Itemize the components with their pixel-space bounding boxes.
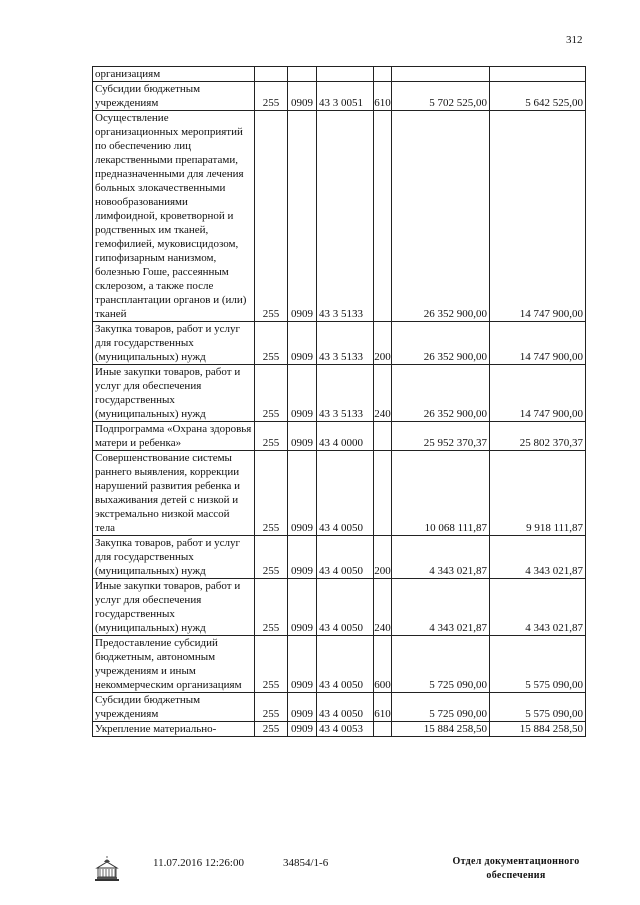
row-value-1: 26 352 900,00: [392, 111, 490, 322]
page-number: 312: [566, 34, 583, 46]
row-value-2: 15 884 258,50: [490, 722, 586, 737]
duma-building-icon: [92, 855, 122, 885]
row-value-1: 4 343 021,87: [392, 579, 490, 636]
row-value-2: 5 642 525,00: [490, 82, 586, 111]
row-section: 0909: [288, 636, 317, 693]
row-value-2: 5 575 090,00: [490, 636, 586, 693]
row-type: [374, 422, 392, 451]
row-value-1: 25 952 370,37: [392, 422, 490, 451]
row-value-2: 14 747 900,00: [490, 365, 586, 422]
row-value-2: 4 343 021,87: [490, 536, 586, 579]
row-article: 43 4 0050: [317, 536, 374, 579]
row-type: 240: [374, 579, 392, 636]
row-value-2: 14 747 900,00: [490, 111, 586, 322]
table-row: [93, 451, 586, 536]
row-name: Субсидии бюджетным учреждениям: [93, 693, 255, 722]
row-value-2: 25 802 370,37: [490, 422, 586, 451]
row-code: [255, 67, 288, 82]
row-name: Подпрограмма «Охрана здоровья матери и ребенка»: [93, 422, 255, 451]
table-row: [93, 536, 586, 579]
row-value-2: 5 575 090,00: [490, 693, 586, 722]
row-article: 43 4 0053: [317, 722, 374, 737]
row-article: 43 4 0000: [317, 422, 374, 451]
row-type: [374, 722, 392, 737]
footer-datetime: 11.07.2016 12:26:00: [153, 857, 244, 869]
row-value-1: 26 352 900,00: [392, 365, 490, 422]
row-type: [374, 451, 392, 536]
table-row: [93, 322, 586, 365]
table-row: [93, 693, 586, 722]
row-code: 255: [255, 451, 288, 536]
footer-doc-number: 34854/1-6: [283, 857, 329, 869]
row-code: 255: [255, 536, 288, 579]
row-article: 43 3 5133: [317, 365, 374, 422]
row-code: 255: [255, 111, 288, 322]
row-section: 0909: [288, 365, 317, 422]
row-type: 240: [374, 365, 392, 422]
row-code: 255: [255, 422, 288, 451]
table-row: [93, 422, 586, 451]
row-article: 43 3 5133: [317, 111, 374, 322]
row-code: 255: [255, 579, 288, 636]
row-section: 0909: [288, 536, 317, 579]
table-row: [93, 111, 586, 322]
row-name: Субсидии бюджетным учреждениям: [93, 82, 255, 111]
row-article: 43 4 0050: [317, 451, 374, 536]
row-type: 200: [374, 322, 392, 365]
table-row: [93, 722, 586, 737]
table-row: [93, 67, 586, 82]
row-article: 43 4 0050: [317, 693, 374, 722]
row-value-1: 5 725 090,00: [392, 636, 490, 693]
row-value-1: 10 068 111,87: [392, 451, 490, 536]
row-code: 255: [255, 722, 288, 737]
row-code: 255: [255, 322, 288, 365]
row-value-2: 9 918 111,87: [490, 451, 586, 536]
row-article: 43 4 0050: [317, 579, 374, 636]
row-type: 200: [374, 536, 392, 579]
table-row: [93, 82, 586, 111]
row-name: Осуществление организационных мероприятий по обеспечению лиц лекарственными препаратами, предназначенными для лечения больных злокачественными новообразованиями лимфоидной, кроветворной и родственных им тканей, гемофилией, муковисцидозом, гипофизарным нанизмом, болезнью Гоше, рассеянным склерозом, а также после трансплантации органов и (или) тканей: [93, 111, 255, 322]
row-section: 0909: [288, 111, 317, 322]
row-article: [317, 67, 374, 82]
row-section: 0909: [288, 722, 317, 737]
row-code: 255: [255, 636, 288, 693]
footer-department: Отдел документационного обеспечения: [452, 856, 580, 881]
row-name: Укрепление материально-: [93, 722, 255, 737]
row-section: 0909: [288, 693, 317, 722]
table-row: [93, 365, 586, 422]
row-value-1: 15 884 258,50: [392, 722, 490, 737]
row-value-1: 5 725 090,00: [392, 693, 490, 722]
row-article: 43 3 0051: [317, 82, 374, 111]
row-type: 610: [374, 693, 392, 722]
row-name: Иные закупки товаров, работ и услуг для обеспечения государственных (муниципальных) нужд: [93, 365, 255, 422]
row-section: 0909: [288, 82, 317, 111]
row-value-2: [490, 67, 586, 82]
row-section: 0909: [288, 579, 317, 636]
table-row: [93, 579, 586, 636]
table-row: [93, 636, 586, 693]
row-value-1: [392, 67, 490, 82]
row-section: 0909: [288, 451, 317, 536]
row-type: 610: [374, 82, 392, 111]
row-code: 255: [255, 365, 288, 422]
row-section: 0909: [288, 422, 317, 451]
row-name: Закупка товаров, работ и услуг для государственных (муниципальных) нужд: [93, 536, 255, 579]
row-value-2: 14 747 900,00: [490, 322, 586, 365]
row-article: 43 4 0050: [317, 636, 374, 693]
row-value-1: 4 343 021,87: [392, 536, 490, 579]
row-article: 43 3 5133: [317, 322, 374, 365]
row-code: 255: [255, 82, 288, 111]
row-section: [288, 67, 317, 82]
row-name: организациям: [93, 67, 255, 82]
row-value-2: 4 343 021,87: [490, 579, 586, 636]
row-name: Закупка товаров, работ и услуг для государственных (муниципальных) нужд: [93, 322, 255, 365]
budget-table: [92, 66, 586, 737]
row-value-1: 5 702 525,00: [392, 82, 490, 111]
row-type: [374, 67, 392, 82]
row-name: Иные закупки товаров, работ и услуг для обеспечения государственных (муниципальных) нужд: [93, 579, 255, 636]
row-type: [374, 111, 392, 322]
row-type: 600: [374, 636, 392, 693]
row-value-1: 26 352 900,00: [392, 322, 490, 365]
row-name: Совершенствование системы раннего выявления, коррекции нарушений развития ребенка и выхаживания детей с низкой и экстремально низкой массой тела: [93, 451, 255, 536]
row-name: Предоставление субсидий бюджетным, автономным учреждениям и иным некоммерческим организациям: [93, 636, 255, 693]
row-section: 0909: [288, 322, 317, 365]
row-code: 255: [255, 693, 288, 722]
